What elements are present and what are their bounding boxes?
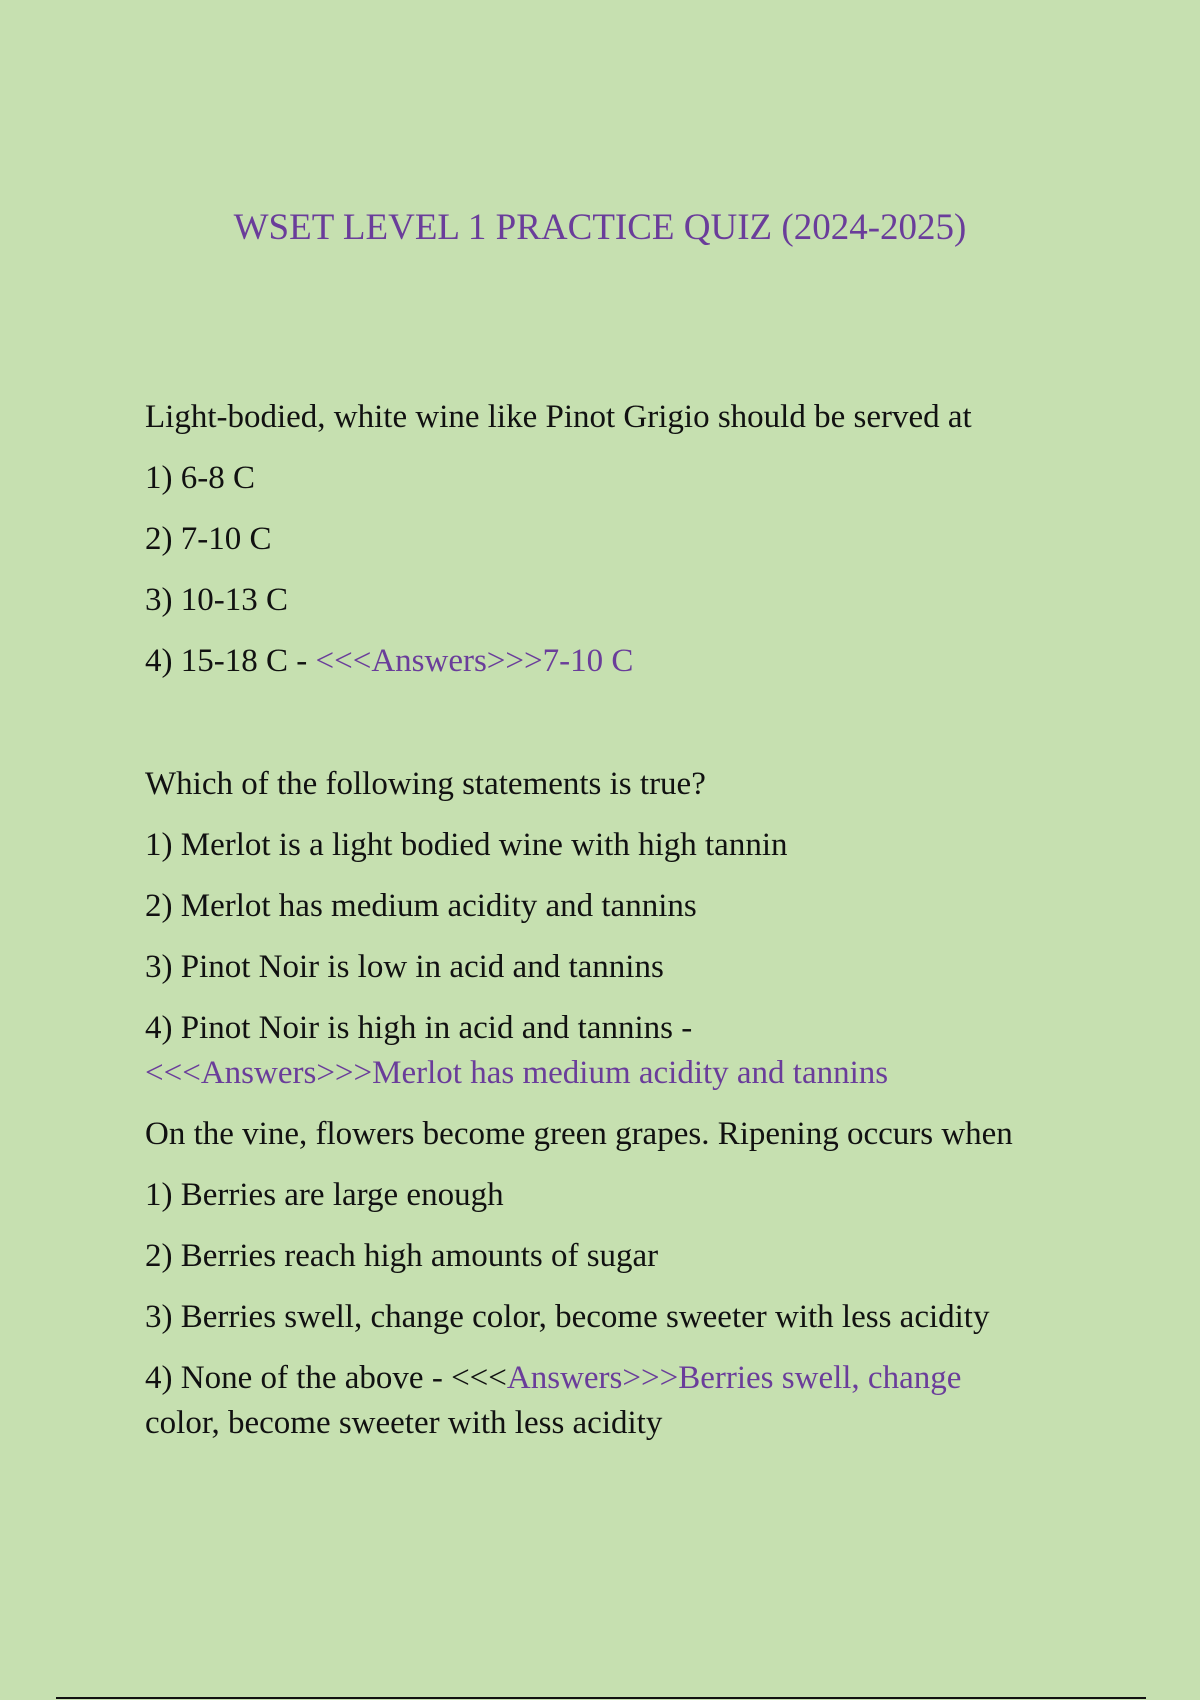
answer-text: Answers>>>Berries swell, change [506, 1360, 962, 1396]
option-item: 3) Berries swell, change color, become sweeter with less acidity [145, 1299, 990, 1335]
option-item: 1) Merlot is a light bodied wine with high tannin [145, 827, 788, 863]
answer-text: <<<Answers>>>Merlot has medium acidity and tannins [145, 1055, 889, 1091]
option-item: 3) Pinot Noir is low in acid and tannins [145, 949, 664, 985]
quiz-body [145, 395, 1085, 1462]
option-item: 2) Merlot has medium acidity and tannins [145, 888, 697, 924]
option-item: 2) Berries reach high amounts of sugar [145, 1238, 659, 1274]
option-text: 4) 15-18 C - [145, 643, 308, 679]
option-item: 1) Berries are large enough [145, 1177, 504, 1213]
option-item-with-answer [145, 1006, 1085, 1096]
question-text: Which of the following statements is true? [145, 766, 706, 802]
option-item: 3) 10-13 C [145, 582, 288, 618]
option-item: 2) 7-10 C [145, 521, 272, 557]
question-text: On the vine, flowers become green grapes. Ripening occurs when [145, 1116, 1013, 1152]
spacer [145, 700, 1085, 762]
bottom-divider [56, 1697, 1146, 1699]
answer-continuation: color, become sweeter with less acidity [145, 1405, 663, 1441]
option-text: 4) Pinot Noir is high in acid and tannins - [145, 1010, 693, 1046]
page-title: WSET LEVEL 1 PRACTICE QUIZ (2024-2025) [233, 207, 967, 248]
option-text: 4) None of the above - [145, 1360, 443, 1396]
option-item-with-answer [145, 1356, 1085, 1446]
answer-prefix: <<< [451, 1360, 507, 1396]
question-block [145, 1112, 1085, 1446]
question-text: Light-bodied, white wine like Pinot Grigio should be served at [145, 399, 972, 435]
question-block [145, 395, 1085, 684]
option-item: 1) 6-8 C [145, 460, 255, 496]
question-block [145, 762, 1085, 1096]
answer-text: <<<Answers>>>7-10 C [315, 643, 634, 679]
option-item-with-answer [145, 639, 1085, 684]
